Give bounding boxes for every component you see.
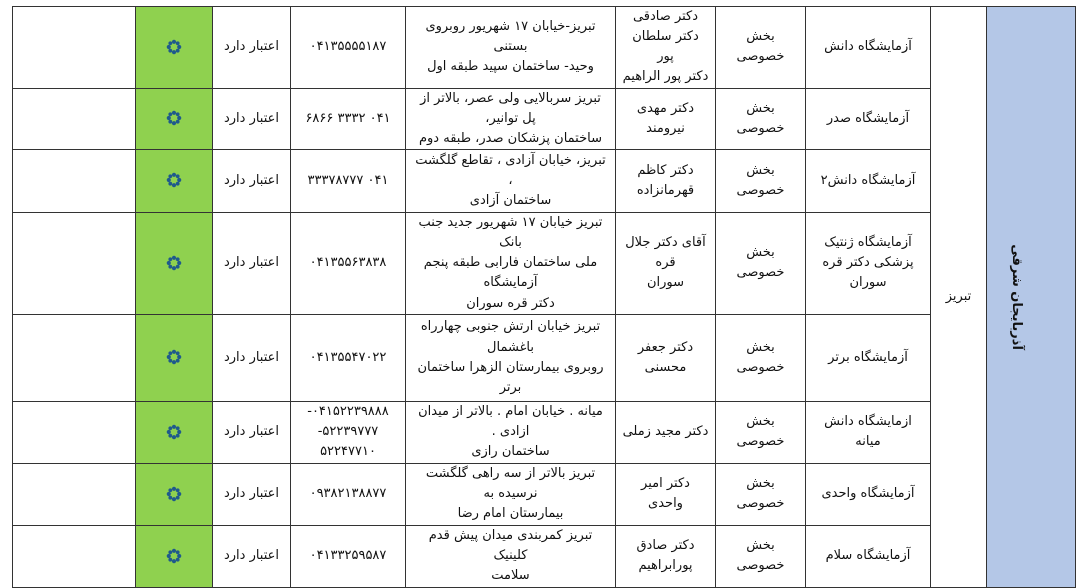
empty-cell [13,7,136,89]
table-row [13,88,1076,149]
responsible-name: دکتر پور الراهیم [622,69,709,85]
address-line: تبریز سربالایی ولی عصر، بالاتر از پل توانیر، [420,90,601,126]
table-row [13,463,1076,525]
responsible-name: دکتر سلطان پور [632,29,699,65]
flower-icon [165,423,183,441]
validity-cell: اعتبار دارد [213,463,291,525]
phone-cell [291,212,406,314]
lab-name-cell: ازمایشگاه دانش میانه [806,401,931,463]
phone-cell [291,88,406,149]
lab-name-cell: آزمایشگاه واحدی [806,463,931,525]
lab-name-cell [806,212,931,314]
lab-name-line: پزشکی دکتر قره [822,255,914,271]
address-line: ملی ساختمان فارابی طبقه پنجم آزمایشگاه [423,255,598,291]
responsible-name: دکتر صادقی [632,9,699,24]
phone-number: ۵۲۲۳۹۷۷۷- [317,424,379,440]
phone-number: ۰۴۱۳۵۵۴۷۰۲۲ [309,349,387,365]
lab-name-line: سوران [849,275,887,291]
responsible-name: دکتر کاظم قهرمانزاده [636,162,695,198]
address-line: سلامت [491,568,530,584]
empty-cell [13,88,136,149]
responsible-cell [616,314,716,401]
validity-cell: اعتبار دارد [213,525,291,587]
responsible-cell [616,212,716,314]
validity-cell: اعتبار دارد [213,88,291,149]
address-cell [406,149,616,212]
address-line: ساختمان آزادی [469,193,552,209]
table-row [13,525,1076,587]
phone-number: ۰۴۱۳۳۲۵۹۵۸۷ [309,548,387,564]
status-cell [136,88,213,149]
phone-cell [291,314,406,401]
empty-cell [13,212,136,314]
empty-cell [13,401,136,463]
responsible-name: سوران [646,275,685,291]
lab-name-cell: آزمایشگاه دانش۲ [806,149,931,212]
status-cell [136,149,213,212]
phone-number: ۰۴۱ ۳۳۳۷۸۷۷۷ [307,172,389,188]
validity-cell: اعتبار دارد [213,212,291,314]
city-cell [931,7,987,588]
address-line: میانه . خیابان امام . بالاتر از میدان ازادی . [418,403,603,440]
empty-cell [13,149,136,212]
responsible-name: دکتر امیر واحدی [641,476,690,512]
status-cell [136,401,213,463]
flower-icon [165,38,183,56]
province-cell [987,7,1076,588]
address-line: تبریز خیابان ارتش جنوبی چهارراه باغشمال [420,319,601,355]
empty-cell [13,463,136,525]
validity-cell: اعتبار دارد [213,149,291,212]
status-cell [136,314,213,401]
address-cell [406,7,616,89]
responsible-name: دکتر صادق پورابراهیم [636,538,695,574]
phone-cell [291,463,406,525]
sector-cell: بخش خصوصی [716,7,806,89]
lab-name-cell: آزمایشگاه دانش [806,7,931,89]
address-line: تبریز-خیابان ۱۷ شهریور روبروی بستنی [425,19,596,55]
phone-number: ۰۴۱ ۳۳۳۲ ۶۸۶۶ [305,110,391,126]
lab-name-cell: آزمایشگاه سلام [806,525,931,587]
address-cell [406,401,616,463]
responsible-name: دکتر مهدی نیرومند [636,100,695,136]
flower-icon [165,547,183,565]
address-line: ساختمان رازی [471,444,550,460]
address-line: دکتر قره سوران [466,295,555,311]
responsible-name: دکتر مجید زملی [622,424,709,440]
address-line: روبروی بیمارستان الزهرا ساختمان برتر [417,359,604,395]
address-line: تبریز کمربندی میدان پیش قدم کلینیک [428,527,593,564]
address-cell [406,525,616,587]
phone-number: ۰۴۱۳۵۵۵۵۱۸۷ [309,39,387,55]
empty-cell [13,525,136,587]
address-cell [406,88,616,149]
responsible-name: آقای دکتر جلال قره [625,235,706,271]
phone-cell [291,7,406,89]
address-line: تبریز بالاتر از سه راهی گلگشت نرسیده به [425,465,596,502]
responsible-cell [616,463,716,525]
flower-icon [165,348,183,366]
responsible-cell [616,88,716,149]
address-line: ساختمان پزشکان صدر، طبقه دوم [418,130,602,146]
address-cell [406,212,616,314]
province-name: آذربایجان شرقی [1009,244,1025,350]
address-line: تبریز خیابان ۱۷ شهریور جدید جنب بانک [418,214,603,251]
flower-icon [165,254,183,272]
flower-icon [165,485,183,503]
table-row [13,149,1076,212]
flower-icon [165,109,183,127]
status-cell [136,525,213,587]
sector-cell: بخش خصوصی [716,463,806,525]
phone-number: ۰۴۱۵۲۲۳۹۸۸۸- [307,403,389,419]
validity-cell: اعتبار دارد [213,314,291,401]
sector-cell: بخش خصوصی [716,88,806,149]
phone-number: ۵۲۲۴۷۷۱۰ [320,444,376,460]
table-row [13,7,1076,89]
sector-cell: بخش خصوصی [716,401,806,463]
city-name: تبریز [945,288,972,304]
table-row [13,314,1076,401]
address-cell [406,314,616,401]
address-cell [406,463,616,525]
table-row [13,401,1076,463]
sector-cell: بخش خصوصی [716,149,806,212]
empty-cell [13,314,136,401]
lab-name-line: آزمایشگاه ژنتیک [824,235,912,251]
phone-cell [291,149,406,212]
responsible-name: دکتر جعفر محسنی [637,339,694,375]
phone-number: ۰۴۱۳۵۵۶۳۸۳۸ [309,255,387,271]
responsible-cell [616,525,716,587]
sector-cell: بخش خصوصی [716,314,806,401]
table-row [13,212,1076,314]
phone-number: ۰۹۳۸۲۱۳۸۸۷۷ [309,486,387,502]
validity-cell: اعتبار دارد [213,401,291,463]
responsible-cell [616,7,716,89]
address-line: تبریز، خیابان آزادی ، تقاطع گلگشت ، [415,152,606,188]
lab-name-cell: آزمایشگاه برتر [806,314,931,401]
validity-cell: اعتبار دارد [213,7,291,89]
status-cell [136,212,213,314]
status-cell [136,7,213,89]
sector-cell: بخش خصوصی [716,525,806,587]
responsible-cell [616,401,716,463]
address-line: بیمارستان امام رضا [457,506,564,522]
labs-table [12,6,1076,588]
phone-cell [291,525,406,587]
flower-icon [165,171,183,189]
address-line: وحید- ساختمان سپید طبقه اول [427,59,594,75]
lab-name-cell: آزمایشگاه صدر [806,88,931,149]
sector-cell: بخش خصوصی [716,212,806,314]
status-cell [136,463,213,525]
responsible-cell [616,149,716,212]
phone-cell [291,401,406,463]
